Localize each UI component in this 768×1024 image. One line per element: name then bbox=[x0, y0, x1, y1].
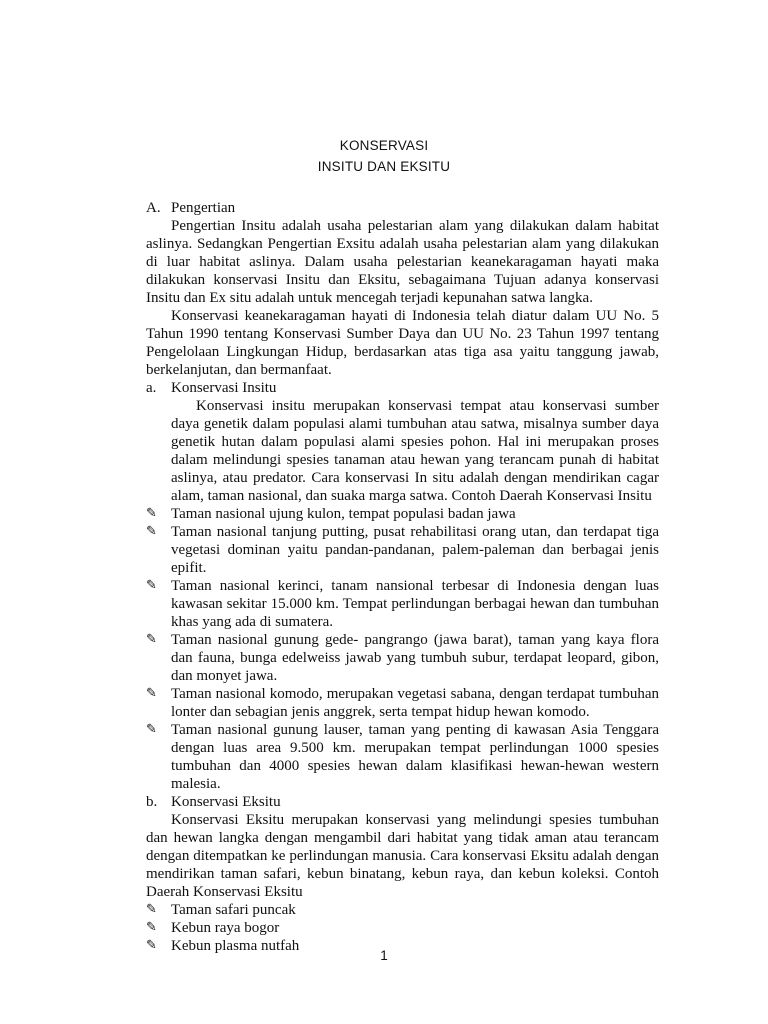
page-number: 1 bbox=[380, 948, 388, 963]
list-item-text: Taman nasional kerinci, tanam nansional terbesar di Indonesia dengan luas kawasan sekitar 15.000 km. Tempat perlindungan berbagai hewan dan tumbuhan khas yang ada di sumatera. bbox=[171, 578, 659, 630]
list-item-text: Taman nasional tanjung putting, pusat rehabilitasi orang utan, dan terdapat tiga vegetasi dominan yaitu pandan-pandanan, palem-paleman dan berbagai jenis epifit. bbox=[171, 524, 659, 576]
list-item-text: Taman nasional komodo, merupakan vegetasi sabana, dengan terdapat tumbuhan lonter dan sebagian jenis anggrek, serta tempat hidup hewan komodo. bbox=[171, 686, 659, 720]
list-item bbox=[146, 721, 659, 793]
pencil-bullet-icon: ✎ bbox=[146, 506, 157, 521]
section-insitu-paragraph: Konservasi insitu merupakan konservasi tempat atau konservasi sumber daya genetik dalam populasi alami tumbuhan atau satwa, misalnya sumber daya genetik hutan dalam populasi alami spesies pohon. Hal ini merupakan proses dalam melindungi spesies tanaman atau hewan yang terancam punah di habitat aslinya, atau predator. Cara konservasi In situ adalah dengan mendirikan cagar alam, taman nasional, dan suaka marga satwa. Contoh Daerah Konservasi Insitu bbox=[171, 398, 659, 504]
pencil-bullet-icon: ✎ bbox=[146, 938, 157, 953]
insitu-example-list bbox=[146, 505, 659, 793]
list-item-text: Taman nasional ujung kulon, tempat populasi badan jawa bbox=[171, 506, 516, 522]
section-a-title: Pengertian bbox=[171, 200, 236, 216]
document-subtitle: INSITU DAN EKSITU bbox=[317, 159, 451, 174]
section-insitu-title: Konservasi Insitu bbox=[171, 380, 277, 396]
list-item bbox=[146, 505, 659, 523]
section-eksitu-title: Konservasi Eksitu bbox=[171, 794, 281, 810]
section-eksitu-paragraph: Konservasi Eksitu merupakan konservasi yang melindungi spesies tumbuhan dan hewan langka dengan mengambil dari habitat yang tidak aman atau terancam dengan ditempatkan ke perlindungan manusia. Cara konservasi Eksitu adalah dengan mendirikan taman safari, kebun binatang, kebun raya, dan kebun koleksi. Contoh Daerah Konservasi Eksitu bbox=[146, 812, 659, 900]
list-item bbox=[146, 577, 659, 631]
pencil-bullet-icon: ✎ bbox=[146, 578, 157, 593]
list-item bbox=[146, 631, 659, 685]
list-item bbox=[146, 685, 659, 721]
section-a-paragraph-2: Konservasi keanekaragaman hayati di Indonesia telah diatur dalam UU No. 5 Tahun 1990 tentang Konservasi Sumber Daya dan UU No. 23 Tahun 1997 tentang Pengelolaan Lingkungan Hidup, berdasarkan atas tiga asa yaitu tanggung jawab, berkelanjutan, dan bermanfaat. bbox=[146, 308, 659, 378]
section-a-paragraph-1: Pengertian Insitu adalah usaha pelestarian alam yang dilakukan dalam habitat aslinya. Sedangkan Pengertian Exsitu adalah usaha pelestarian alam yang dilakukan di luar habitat aslinya. Dalam usaha pelestarian keanekaragaman hayati maka dilakukan konservasi Insitu dan Eksitu, sebagaimana Tujuan adanya konservasi Insitu dan Ex situ adalah untuk mencegah terjadi kepunahan satwa langka. bbox=[146, 218, 659, 306]
section-insitu-marker: a. bbox=[146, 380, 157, 396]
pencil-bullet-icon: ✎ bbox=[146, 524, 157, 539]
section-insitu-heading bbox=[146, 379, 659, 397]
list-item-text: Taman safari puncak bbox=[171, 902, 296, 918]
list-item-text: Taman nasional gunung gede- pangrango (jawa barat), taman yang kaya flora dan fauna, bunga edelweiss jawab yang tumbuh subur, terdapat leopard, gibon, dan monyet jawa. bbox=[171, 632, 659, 684]
pencil-bullet-icon: ✎ bbox=[146, 686, 157, 701]
pencil-bullet-icon: ✎ bbox=[146, 722, 157, 737]
list-item-text: Kebun raya bogor bbox=[171, 920, 280, 936]
section-a-marker: A. bbox=[146, 200, 161, 216]
list-item bbox=[146, 901, 659, 919]
document-body bbox=[146, 199, 659, 955]
pencil-bullet-icon: ✎ bbox=[146, 920, 157, 935]
section-insitu-body bbox=[146, 397, 659, 505]
document-title: KONSERVASI bbox=[339, 138, 429, 153]
section-eksitu-marker: b. bbox=[146, 794, 158, 810]
list-item-text: Taman nasional gunung lauser, taman yang penting di kawasan Asia Tenggara dengan luas area 9.500 km. merupakan tempat perlindungan 1000 spesies tumbuhan dan 4000 spesies hewan dalam klasifikasi hewan-hewan western malesia. bbox=[171, 722, 659, 792]
section-a-heading bbox=[146, 199, 659, 217]
list-item-text: Kebun plasma nutfah bbox=[171, 938, 300, 954]
section-eksitu-heading bbox=[146, 793, 659, 811]
pencil-bullet-icon: ✎ bbox=[146, 632, 157, 647]
pencil-bullet-icon: ✎ bbox=[146, 902, 157, 917]
list-item bbox=[146, 919, 659, 937]
list-item bbox=[146, 523, 659, 577]
